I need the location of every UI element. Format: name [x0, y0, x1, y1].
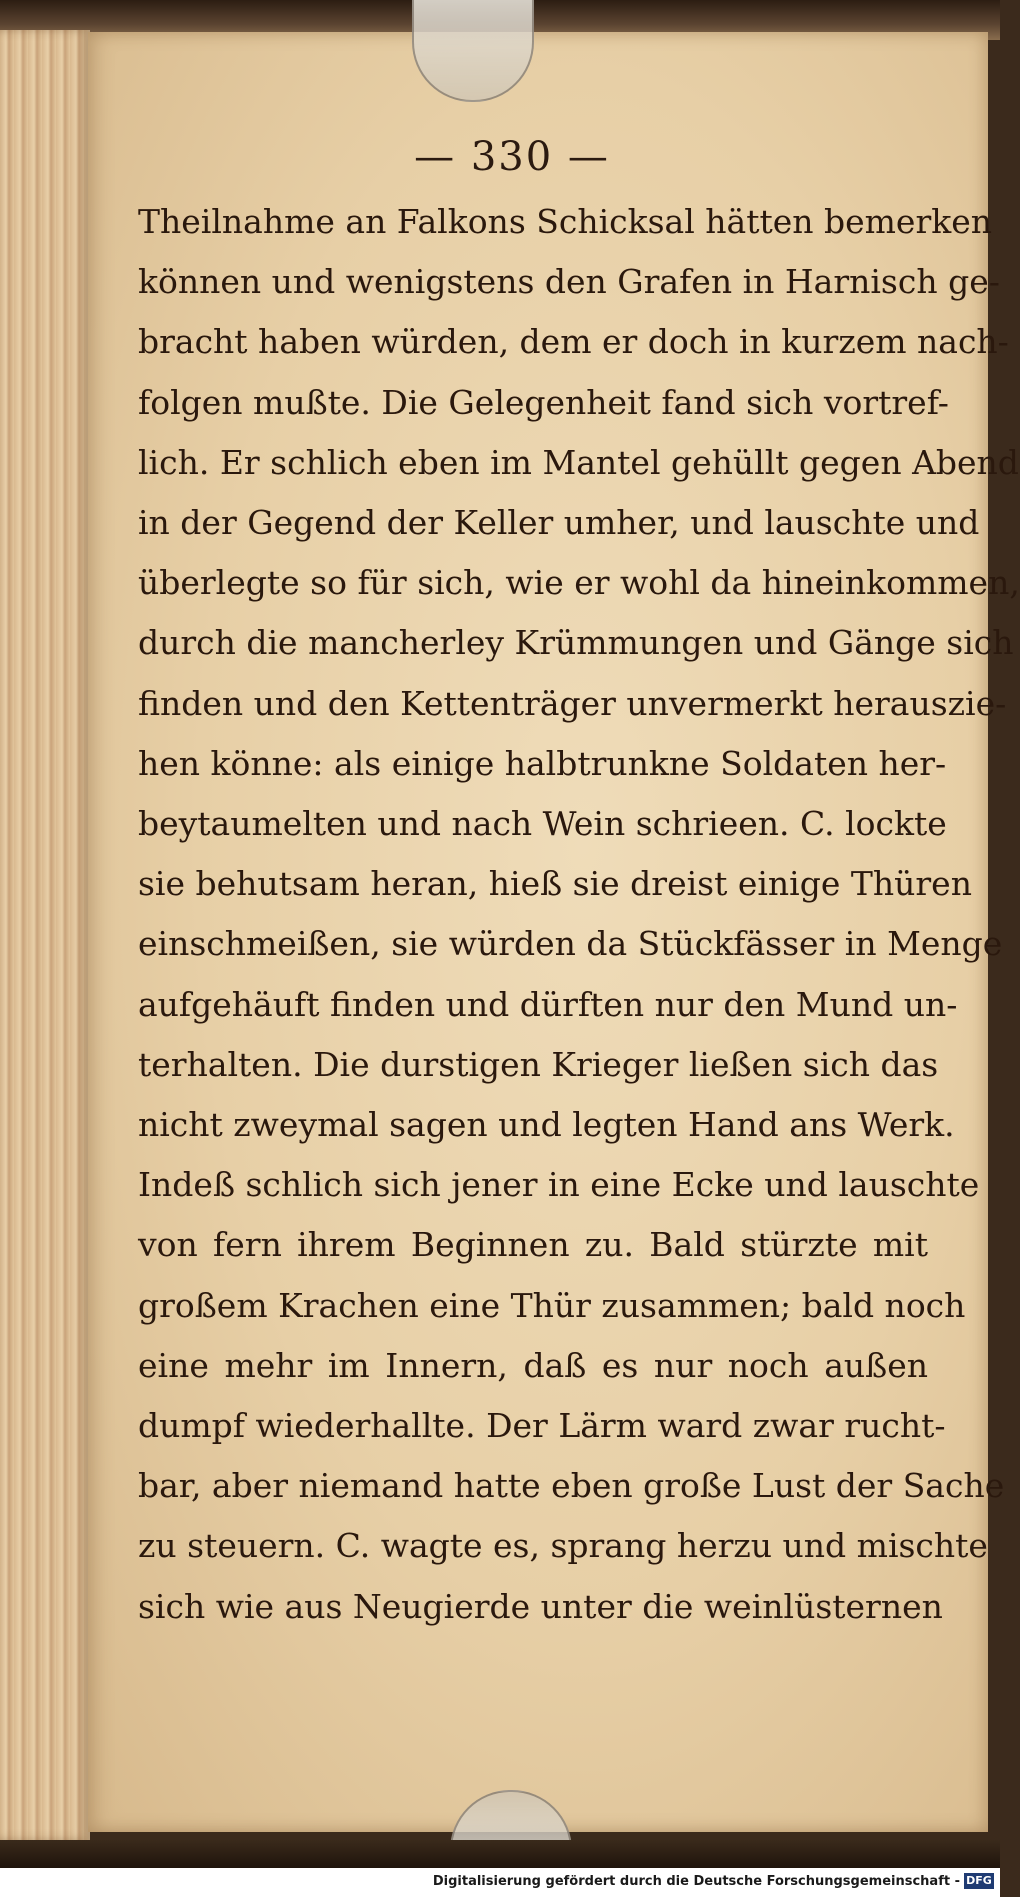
text-line: überlegte so für sich, wie er wohl da hineinkommen, [138, 563, 1020, 603]
text-line: hen könne: als einige halbtrunkne Soldaten her- [138, 743, 947, 783]
text-line: beytaumelten und nach Wein schrieen. C. lockte [138, 804, 947, 844]
text-line: von fern ihrem Beginnen zu. Bald stürzte mit [138, 1225, 928, 1265]
text-line: Theilnahme an Falkons Schicksal hätten bemerken [138, 202, 993, 241]
text-line: bar, aber niemand hatte eben große Lust der Sache [138, 1466, 1005, 1506]
book-page-edges [0, 30, 90, 1840]
text-line: lich. Er schlich eben im Mantel gehüllt gegen Abend [138, 442, 1019, 482]
text-line: können und wenigstens den Grafen in Harnisch ge- [138, 262, 1000, 302]
text-line: dumpf wiederhallte. Der Lärm ward zwar rucht- [138, 1406, 946, 1446]
text-line: Indeß schlich sich jener in eine Ecke und lauschte [138, 1165, 980, 1205]
page-number: — 330 — [414, 134, 610, 180]
text-line: sich wie aus Neugierde unter die weinlüsternen [138, 1586, 943, 1626]
text-line: großem Krachen eine Thür zusammen; bald noch [138, 1285, 966, 1325]
text-line: einschmeißen, sie würden da Stückfässer in Menge [138, 924, 1003, 964]
funding-credit: Digitalisierung gefördert durch die Deutsche Forschungsgemeinschaft - [432, 1874, 960, 1889]
text-line: nicht zweymal sagen und legten Hand ans Werk. [138, 1105, 955, 1145]
text-line: terhalten. Die durstigen Krieger ließen sich das [138, 1044, 939, 1084]
body-text [138, 192, 1020, 1637]
dfg-logo: DFG [964, 1873, 994, 1889]
text-line: in der Gegend der Keller umher, und lauschte und [138, 503, 980, 543]
text-line: zu steuern. C. wagte es, sprang herzu und mischte [138, 1526, 988, 1566]
text-line: folgen mußte. Die Gelegenheit fand sich vortref- [138, 382, 949, 422]
text-line: aufgehäuft finden und dürften nur den Mund un- [138, 984, 958, 1024]
text-line: finden und den Kettenträger unvermerkt herauszie- [138, 683, 1007, 723]
text-line: bracht haben würden, dem er doch in kurzem nach- [138, 322, 1009, 362]
text-line: sie behutsam heran, hieß sie dreist einige Thüren [138, 864, 972, 904]
scan-bottom-border [0, 1840, 1000, 1868]
text-line: durch die mancherley Krümmungen und Gänge sich [138, 623, 1014, 663]
text-line: eine mehr im Innern, daß es nur noch außen [138, 1345, 928, 1385]
